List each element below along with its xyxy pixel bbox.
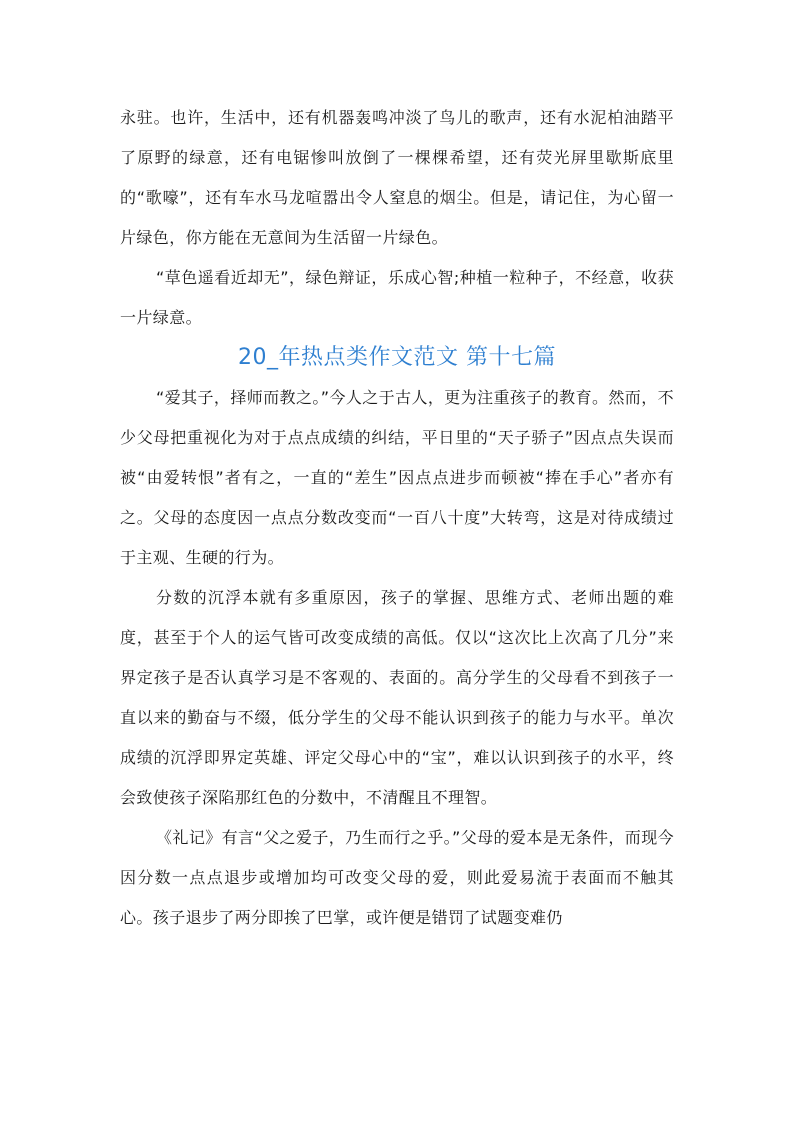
paragraph-education-intro: “爱其子，择师而教之。”今人之于古人，更为注重孩子的教育。然而，不少父母把重视化为对于点点成绩的纠结，平日里的“天子骄子”因点点失误而被“由爱转恨”者有之，一直的“差生”因点点进步而顿被“捧在手心”者亦有之。父母的态度因一点点分数改变而“一百八十度”大转弯，这是对待成绩过于主观、生硬的行为。 bbox=[120, 388, 674, 567]
document-page bbox=[120, 98, 674, 938]
paragraph-green-dialectic: “草色遥看近却无”，绿色辩证，乐成心智;种植一粒种子，不经意，收获一片绿意。 bbox=[120, 268, 674, 327]
section-heading: 20_年热点类作文范文 第十七篇 bbox=[238, 345, 556, 370]
paragraph-score-fluctuation: 分数的沉浮本就有多重原因，孩子的掌握、思维方式、老师出题的难度，甚至于个人的运气皆可改变成绩的高低。仅以“这次比上次高了几分”来界定孩子是否认真学习是不客观的、表面的。高分学生的父母看不到孩子一直以来的勤奋与不缀，低分学生的父母不能认识到孩子的能力与水平。单次成绩的沉浮即界定英雄、评定父母心中的“宝”，难以认识到孩子的水平，终会致使孩子深陷那红色的分数中，不清醒且不理智。 bbox=[120, 588, 674, 807]
paragraph-green-life: 永驻。也许，生活中，还有机器轰鸣冲淡了鸟儿的歌声，还有水泥柏油踏平了原野的绿意，还有电锯惨叫放倒了一棵棵希望，还有荧光屏里歇斯底里的“歌嚎”，还有车水马龙喧嚣出令人窒息的烟尘。但是，请记住，为心留一片绿色，你方能在无意间为生活留一片绿色。 bbox=[120, 108, 674, 247]
paragraph-parental-love: 《礼记》有言“父之爱子，乃生而行之乎。”父母的爱本是无条件，而现今因分数一点点退步或增加均可改变父母的爱，则此爱易流于表面而不触其心。孩子退步了两分即挨了巴掌，或许便是错罚了试题变难仍 bbox=[120, 828, 674, 927]
